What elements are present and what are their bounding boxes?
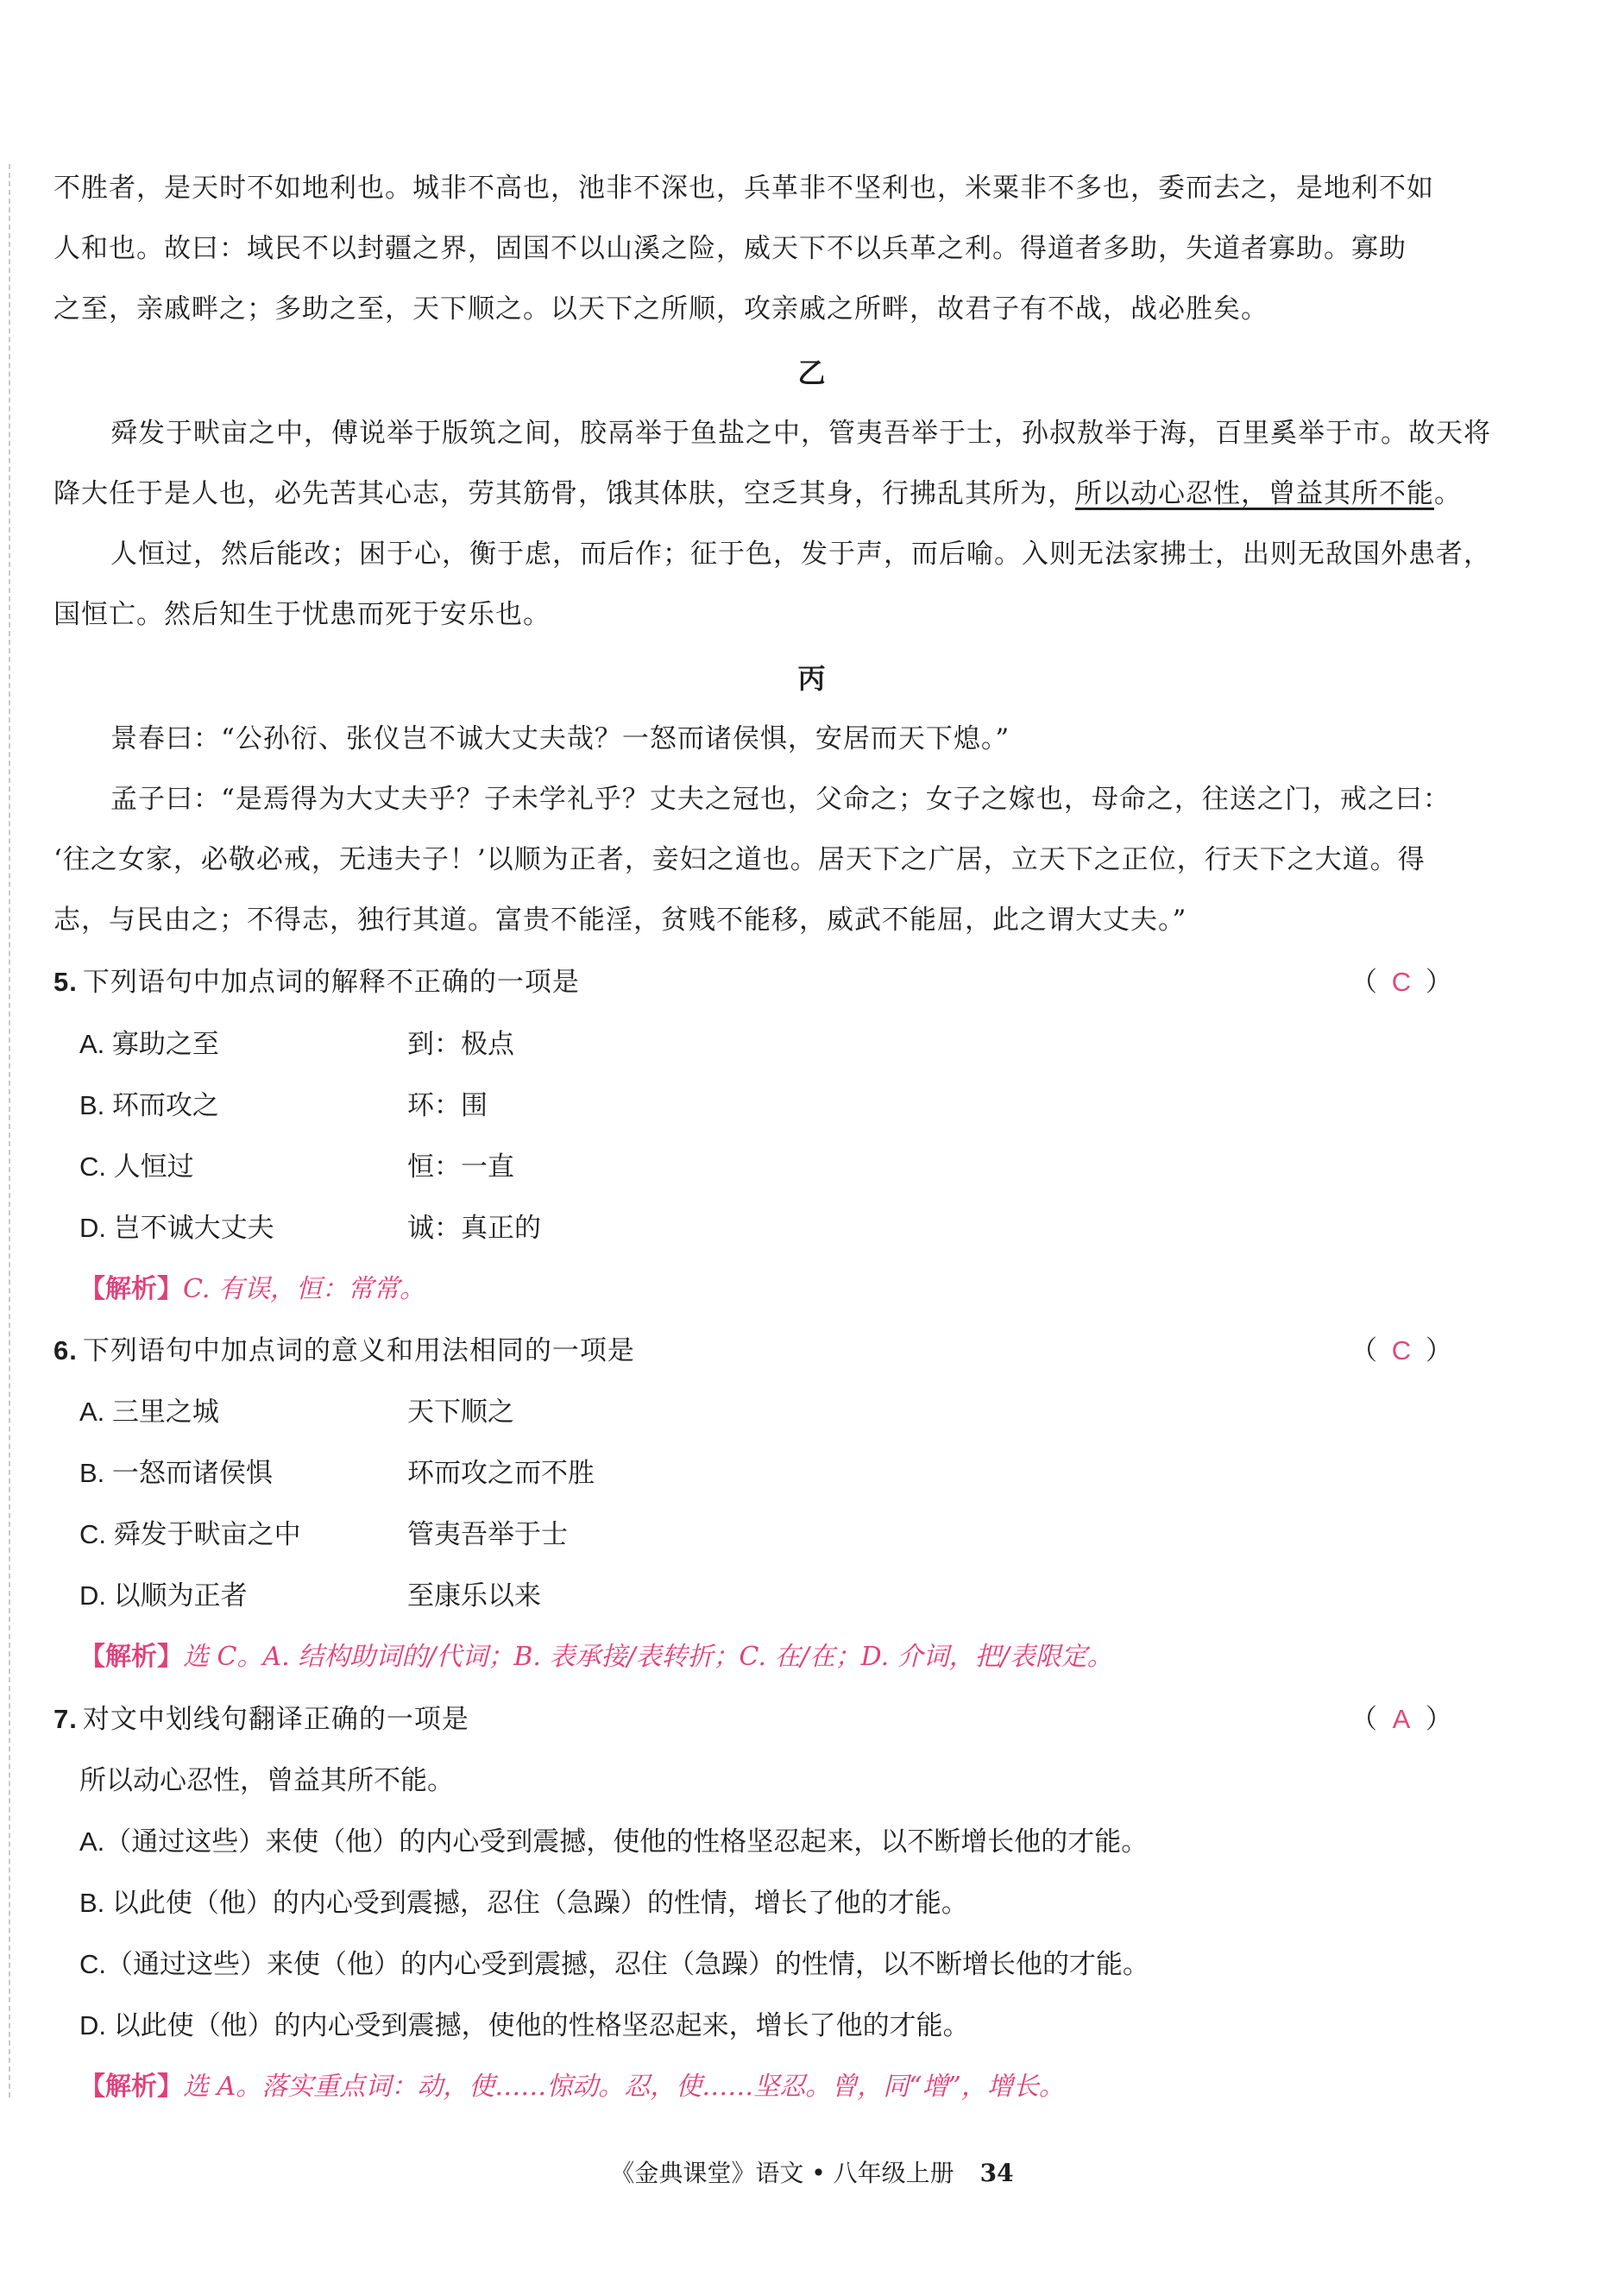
question-6-number: 6. bbox=[54, 1335, 78, 1366]
question-5-stem bbox=[54, 965, 1443, 1000]
passage-jia-line-3: 之至，亲戚畔之；多助之至，天下顺之。以天下之所顺，攻亲戚之所畔，故君子有不战，战必胜矣。 bbox=[54, 293, 1268, 325]
question-5-number: 5. bbox=[54, 967, 78, 997]
q5-option-c-meaning: 恒：一直 bbox=[407, 1151, 514, 1182]
q6-option-c: C. 舜发于畎亩之中 bbox=[79, 1519, 301, 1549]
question-6-text: 下列语句中加点词的意义和用法相同的一项是 bbox=[82, 1335, 635, 1366]
answer-letter: C bbox=[1391, 1335, 1412, 1366]
q6-option-b: B. 一怒而诸侯惧 bbox=[79, 1458, 273, 1488]
passage-bing-line-2: 孟子曰：“是焉得为大丈夫乎？子未学礼乎？丈夫之冠也，父命之；女子之嫁也，母命之，往送之门，戒之曰： bbox=[110, 784, 1451, 815]
q6-option-a-compare: 天下顺之 bbox=[407, 1397, 514, 1427]
explanation-text: 选 A。落实重点词：动，使……惊动。忍，使……坚忍。曾，同“增”，增长。 bbox=[183, 2072, 1065, 2102]
q5-option-d: D. 岂不诚大丈夫 bbox=[79, 1213, 274, 1243]
question-5-text: 下列语句中加点词的解释不正确的一项是 bbox=[82, 967, 580, 997]
passage-bing-heading: 丙 bbox=[797, 662, 827, 695]
q6-option-d: D. 以顺为正者 bbox=[79, 1580, 248, 1611]
passage-jia-line-2: 人和也。故曰：域民不以封疆之界，固国不以山溪之险，威天下不以兵革之利。得道者多助，失道者寡助。寡助 bbox=[54, 233, 1407, 264]
question-6-stem bbox=[54, 1334, 1443, 1368]
q7-explanation bbox=[79, 2070, 1065, 2104]
passage-bing-line-3: ‘往之女家，必敬必戒，无违夫子！’以顺为正者，妾妇之道也。居天下之广居，立天下之正位，行天下之大道。得 bbox=[54, 844, 1426, 875]
passage-yi-line-4: 国恒亡。然后知生于忧患而死于安乐也。 bbox=[54, 599, 551, 630]
q6-option-b-compare: 环而攻之而不胜 bbox=[407, 1458, 595, 1488]
question-5-answer bbox=[1350, 965, 1452, 1000]
passage-bing-line-1: 景春曰：“公孙衍、张仪岂不诚大丈夫哉？一怒而诸侯惧，安居而天下熄。” bbox=[110, 723, 1010, 754]
passage-yi-heading: 乙 bbox=[797, 356, 827, 389]
paren-open: （ bbox=[1350, 967, 1377, 997]
q7-quoted-sentence: 所以动心忍性，曾益其所不能。 bbox=[79, 1765, 454, 1796]
question-7-stem bbox=[54, 1702, 1443, 1737]
explanation-text: C. 有误，恒：常常。 bbox=[183, 1274, 425, 1304]
q5-option-d-meaning: 诚：真正的 bbox=[407, 1213, 541, 1243]
passage-jia-line-1: 不胜者，是天时不如地利也。城非不高也，池非不深也，兵革非不坚利也，米粟非不多也，委而去之，是地利不如 bbox=[54, 173, 1434, 204]
q5-option-b: B. 环而攻之 bbox=[79, 1090, 219, 1120]
answer-letter: C bbox=[1391, 967, 1412, 997]
passage-yi-line-2-end: 。 bbox=[1434, 478, 1462, 509]
page-footer bbox=[0, 2158, 1624, 2189]
q5-option-c: C. 人恒过 bbox=[79, 1151, 194, 1182]
q6-option-c-compare: 管夷吾举于士 bbox=[407, 1519, 568, 1549]
question-6-answer bbox=[1350, 1334, 1452, 1368]
explanation-tag: 【解析】 bbox=[79, 1642, 183, 1672]
page-number: 34 bbox=[979, 2159, 1014, 2187]
paren-open: （ bbox=[1350, 1335, 1377, 1366]
q7-option-d: D. 以此使（他）的内心受到震撼，使他的性格坚忍起来，增长了他的才能。 bbox=[79, 2010, 970, 2041]
explanation-tag: 【解析】 bbox=[79, 2072, 183, 2102]
q6-option-a: A. 三里之城 bbox=[79, 1397, 219, 1427]
q7-option-a: A.（通过这些）来使（他）的内心受到震撼，使他的性格坚忍起来，以不断增长他的才能。 bbox=[79, 1826, 1149, 1857]
question-7-number: 7. bbox=[54, 1704, 78, 1734]
explanation-text: 选 C。A. 结构助词的/代词；B. 表承接/表转折；C. 在/在；D. 介词，把/表限定。 bbox=[183, 1642, 1113, 1672]
q6-explanation bbox=[79, 1640, 1113, 1675]
q5-option-b-meaning: 环：围 bbox=[407, 1090, 488, 1120]
q7-option-c: C.（通过这些）来使（他）的内心受到震撼，忍住（急躁）的性情，以不断增长他的才能。 bbox=[79, 1949, 1149, 1979]
q5-option-a: A. 寡助之至 bbox=[79, 1029, 219, 1059]
underlined-sentence: 所以动心忍性，曾益其所不能 bbox=[1075, 478, 1434, 509]
passage-yi-line-2-text: 降大任于是人也，必先苦其心志，劳其筋骨，饿其体肤，空乏其身，行拂乱其所为， bbox=[54, 478, 1075, 509]
q6-option-d-compare: 至康乐以来 bbox=[407, 1580, 541, 1611]
q5-option-a-meaning: 到：极点 bbox=[407, 1029, 514, 1059]
book-title: 《金典课堂》语文 • 八年级上册 bbox=[610, 2159, 954, 2187]
explanation-tag: 【解析】 bbox=[79, 1274, 183, 1304]
binding-margin-line bbox=[9, 164, 10, 2097]
question-7-answer bbox=[1350, 1702, 1452, 1737]
question-7-text: 对文中划线句翻译正确的一项是 bbox=[82, 1704, 469, 1734]
passage-yi-line-1: 舜发于畎亩之中，傅说举于版筑之间，胶鬲举于鱼盐之中，管夷吾举于士，孙叔敖举于海，百里奚举于市。故天将 bbox=[110, 418, 1491, 449]
paren-open: （ bbox=[1350, 1704, 1377, 1734]
passage-bing-line-4: 志，与民由之；不得志，独行其道。富贵不能淫，贫贱不能移，威武不能屈，此之谓大丈夫。” bbox=[54, 905, 1187, 936]
q5-explanation bbox=[79, 1272, 425, 1307]
passage-yi-line-2 bbox=[54, 476, 1462, 511]
answer-letter: A bbox=[1392, 1704, 1411, 1734]
paren-close: ） bbox=[1426, 1335, 1452, 1366]
q7-option-b: B. 以此使（他）的内心受到震撼，忍住（急躁）的性情，增长了他的才能。 bbox=[79, 1888, 968, 1918]
paren-close: ） bbox=[1426, 967, 1452, 997]
paren-close: ） bbox=[1426, 1704, 1452, 1734]
passage-yi-line-3: 人恒过，然后能改；困于心，衡于虑，而后作；征于色，发于声，而后喻。入则无法家拂士，出则无敌国外患者， bbox=[110, 539, 1491, 570]
